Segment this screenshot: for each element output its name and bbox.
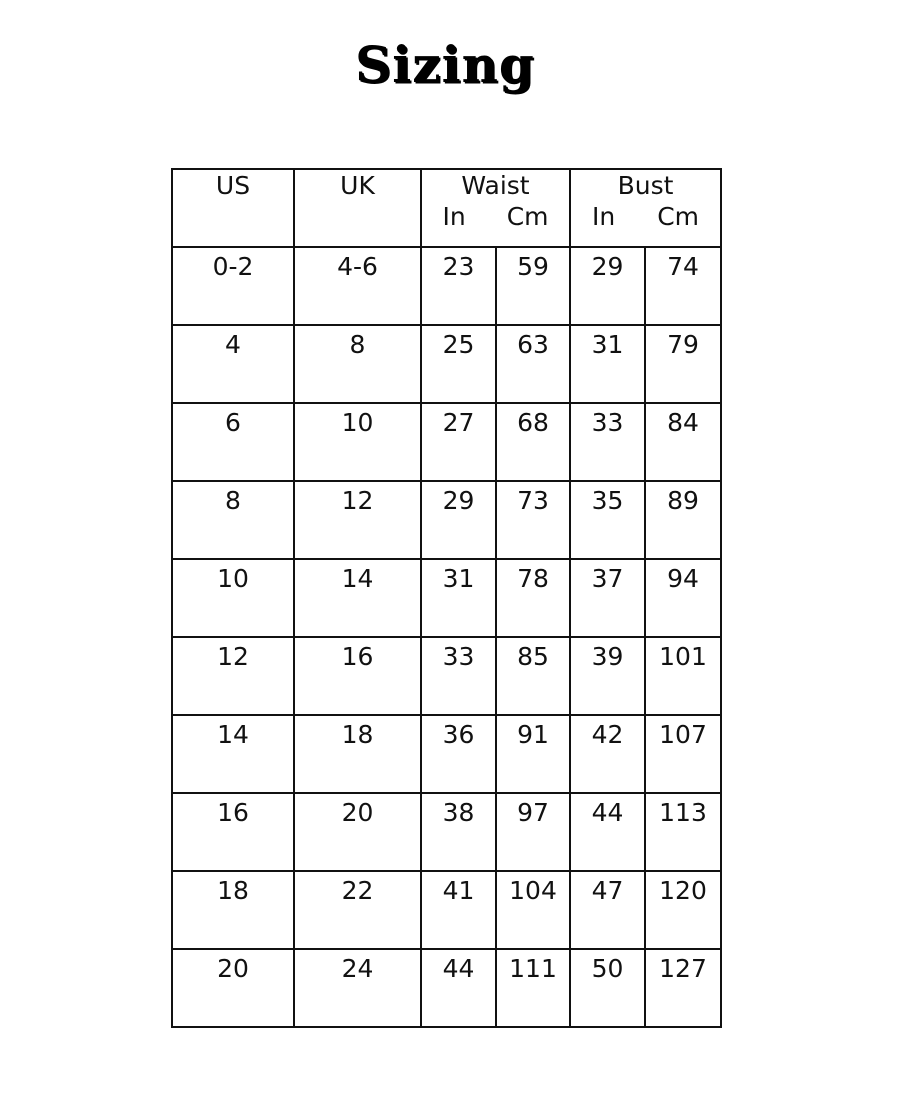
table-row <box>172 637 721 715</box>
table-row <box>172 559 721 637</box>
cell-uk: 20 <box>294 793 421 871</box>
header-waist-units <box>422 201 569 232</box>
table-row <box>172 247 721 325</box>
header-waist-label: Waist <box>461 171 530 200</box>
cell-bust-in: 37 <box>570 559 645 637</box>
header-us: US <box>172 169 294 247</box>
table-row <box>172 793 721 871</box>
cell-us: 12 <box>172 637 294 715</box>
cell-waist-cm: 78 <box>496 559 570 637</box>
cell-us: 0-2 <box>172 247 294 325</box>
cell-bust-cm: 107 <box>645 715 721 793</box>
table-row <box>172 481 721 559</box>
table-header-row <box>172 169 721 247</box>
cell-uk: 10 <box>294 403 421 481</box>
cell-waist-cm: 59 <box>496 247 570 325</box>
cell-bust-cm: 120 <box>645 871 721 949</box>
cell-bust-in: 44 <box>570 793 645 871</box>
cell-bust-cm: 101 <box>645 637 721 715</box>
cell-us: 4 <box>172 325 294 403</box>
cell-bust-in: 39 <box>570 637 645 715</box>
header-bust-in: In <box>591 202 616 232</box>
cell-waist-in: 41 <box>421 871 496 949</box>
cell-bust-in: 33 <box>570 403 645 481</box>
cell-us: 18 <box>172 871 294 949</box>
cell-us: 6 <box>172 403 294 481</box>
header-bust-cm: Cm <box>657 202 699 232</box>
cell-bust-in: 50 <box>570 949 645 1027</box>
cell-uk: 16 <box>294 637 421 715</box>
cell-waist-cm: 63 <box>496 325 570 403</box>
cell-us: 14 <box>172 715 294 793</box>
header-waist-in: In <box>442 202 466 232</box>
sizing-table <box>171 168 722 1028</box>
cell-uk: 12 <box>294 481 421 559</box>
cell-waist-cm: 91 <box>496 715 570 793</box>
cell-bust-cm: 84 <box>645 403 721 481</box>
header-waist <box>421 169 570 247</box>
cell-waist-cm: 104 <box>496 871 570 949</box>
cell-bust-in: 35 <box>570 481 645 559</box>
cell-bust-in: 47 <box>570 871 645 949</box>
cell-waist-in: 25 <box>421 325 496 403</box>
cell-bust-cm: 89 <box>645 481 721 559</box>
table-row <box>172 949 721 1027</box>
table-row <box>172 715 721 793</box>
header-uk: UK <box>294 169 421 247</box>
cell-waist-cm: 85 <box>496 637 570 715</box>
cell-uk: 8 <box>294 325 421 403</box>
cell-bust-cm: 94 <box>645 559 721 637</box>
cell-bust-cm: 127 <box>645 949 721 1027</box>
cell-uk: 4-6 <box>294 247 421 325</box>
cell-waist-in: 38 <box>421 793 496 871</box>
cell-waist-cm: 68 <box>496 403 570 481</box>
cell-waist-in: 44 <box>421 949 496 1027</box>
cell-bust-cm: 74 <box>645 247 721 325</box>
cell-waist-in: 29 <box>421 481 496 559</box>
cell-us: 20 <box>172 949 294 1027</box>
cell-us: 16 <box>172 793 294 871</box>
cell-bust-cm: 79 <box>645 325 721 403</box>
table-row <box>172 871 721 949</box>
cell-uk: 14 <box>294 559 421 637</box>
header-waist-cm: Cm <box>506 202 549 232</box>
cell-waist-in: 31 <box>421 559 496 637</box>
cell-waist-cm: 111 <box>496 949 570 1027</box>
page-title: Sizing <box>355 35 535 94</box>
cell-waist-in: 33 <box>421 637 496 715</box>
table-row <box>172 403 721 481</box>
cell-bust-cm: 113 <box>645 793 721 871</box>
cell-bust-in: 31 <box>570 325 645 403</box>
header-bust-units <box>571 201 720 232</box>
cell-bust-in: 42 <box>570 715 645 793</box>
cell-waist-in: 23 <box>421 247 496 325</box>
header-bust <box>570 169 721 247</box>
cell-waist-in: 27 <box>421 403 496 481</box>
header-bust-label: Bust <box>617 171 674 200</box>
cell-waist-cm: 73 <box>496 481 570 559</box>
cell-uk: 22 <box>294 871 421 949</box>
cell-waist-in: 36 <box>421 715 496 793</box>
table-row <box>172 325 721 403</box>
cell-uk: 24 <box>294 949 421 1027</box>
cell-waist-cm: 97 <box>496 793 570 871</box>
cell-uk: 18 <box>294 715 421 793</box>
cell-us: 8 <box>172 481 294 559</box>
cell-us: 10 <box>172 559 294 637</box>
cell-bust-in: 29 <box>570 247 645 325</box>
